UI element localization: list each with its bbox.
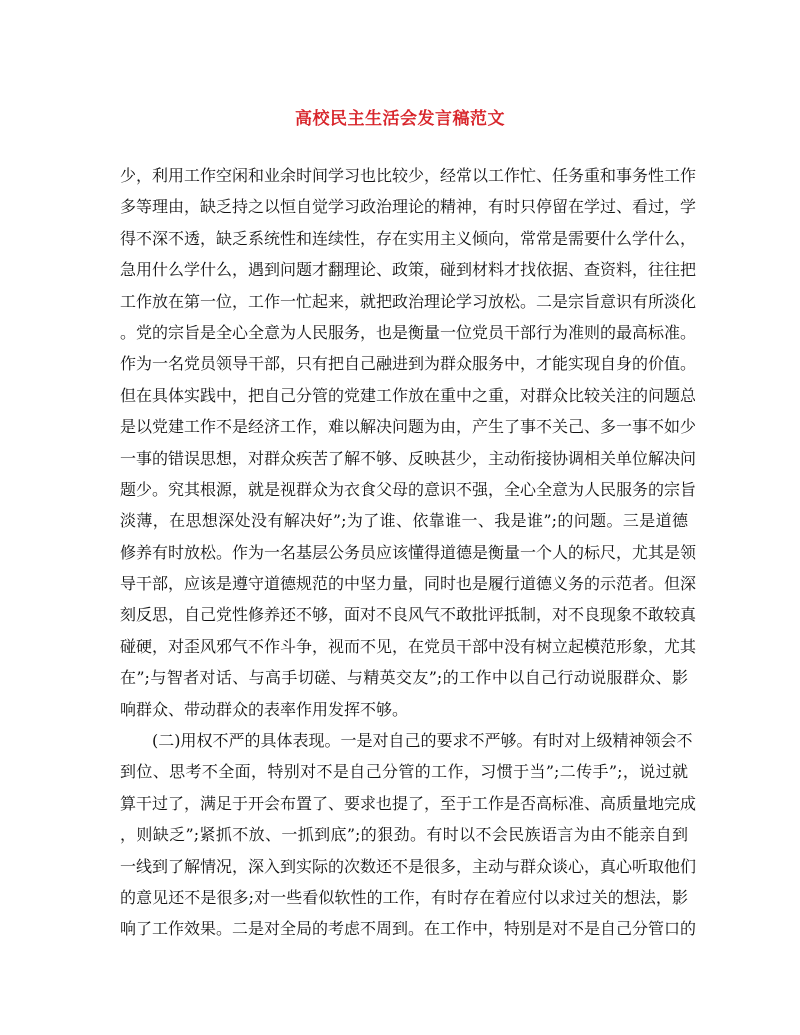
- body-line: 多等理由，缺乏持之以恒自觉学习政治理论的精神，有时只停留在学过、看过，学: [120, 197, 697, 217]
- body-line: 工作放在第一位，工作一忙起来，就把政治理论学习放松。二是宗旨意识有所淡化: [120, 291, 697, 311]
- body-line: 刻反思，自己党性修养还不够，面对不良风气不敢批评抵制，对不良现象不敢较真: [120, 605, 697, 625]
- body-line: 修养有时放松。作为一名基层公务员应该懂得道德是衡量一个人的标尺，尤其是领: [120, 542, 697, 562]
- body-line: 到位、思考不全面，特别对不是自己分管的工作，习惯于当”;二传手”;，说过就: [120, 762, 688, 782]
- body-line: 。党的宗旨是全心全意为人民服务，也是衡量一位党员干部行为准则的最高标准。: [120, 322, 697, 342]
- body-line: 得不深不透，缺乏系统性和连续性，存在实用主义倾向，常常是需要什么学什么，: [120, 228, 697, 248]
- body-line: 响群众、带动群众的表率作用发挥不够。: [120, 699, 409, 719]
- body-line: 一线到了解情况，深入到实际的次数还不是很多，主动与群众谈心，真心听取他们: [120, 856, 697, 876]
- body-line: 急用什么学什么，遇到问题才翻理论、政策，碰到材料才找依据、查资料，往往把: [120, 260, 697, 280]
- body-line: 淡薄，在思想深处没有解决好”;为了谁、依靠谁一、我是谁”;的问题。三是道德: [120, 511, 688, 531]
- body-line: 的意见还不是很多;对一些看似软性的工作，有时存在着应付以求过关的想法，影: [120, 887, 688, 907]
- body-line: 但在具体实践中，把自己分管的党建工作放在重中之重，对群众比较关注的问题总: [120, 385, 697, 405]
- body-line: 导干部，应该是遵守道德规范的中坚力量，同时也是履行道德义务的示范者。但深: [120, 574, 697, 594]
- document-title: 高校民主生活会发言稿范文: [295, 109, 505, 129]
- body-line: ，则缺乏”;紧抓不放、一抓到底”;的狠劲。有时以不会民族语言为由不能亲自到: [120, 825, 688, 845]
- body-line: 作为一名党员领导干部，只有把自己融进到为群众服务中，才能实现自身的价值。: [120, 354, 697, 374]
- body-line: 碰硬，对歪风邪气不作斗争，视而不见，在党员干部中没有树立起模范形象，尤其: [120, 636, 697, 656]
- body-line: (二)用权不严的具体表现。一是对自己的要求不严够。有时对上级精神领会不: [152, 731, 693, 751]
- body-line: 在”;与智者对话、与高手切磋、与精英交友”;的工作中以自己行动说服群众、影: [120, 668, 688, 688]
- body-line: 是以党建工作不是经济工作，难以解决问题为由，产生了事不关己、多一事不如少: [120, 417, 697, 437]
- body-line: 算干过了，满足于开会布置了、要求也提了，至于工作是否高标准、高质量地完成: [120, 793, 697, 813]
- body-line: 少，利用工作空闲和业余时间学习也比较少，经常以工作忙、任务重和事务性工作: [120, 166, 697, 185]
- body-line: 题少。究其根源，就是视群众为衣食父母的意识不强，全心全意为人民服务的宗旨: [120, 479, 697, 499]
- document-body: [120, 160, 697, 945]
- body-line: 响了工作效果。二是对全局的考虑不周到。在工作中，特别是对不是自己分管口的: [120, 919, 697, 939]
- body-line: 一事的错误思想，对群众疾苦了解不够、反映甚少，主动衔接协调相关单位解决问: [120, 448, 697, 468]
